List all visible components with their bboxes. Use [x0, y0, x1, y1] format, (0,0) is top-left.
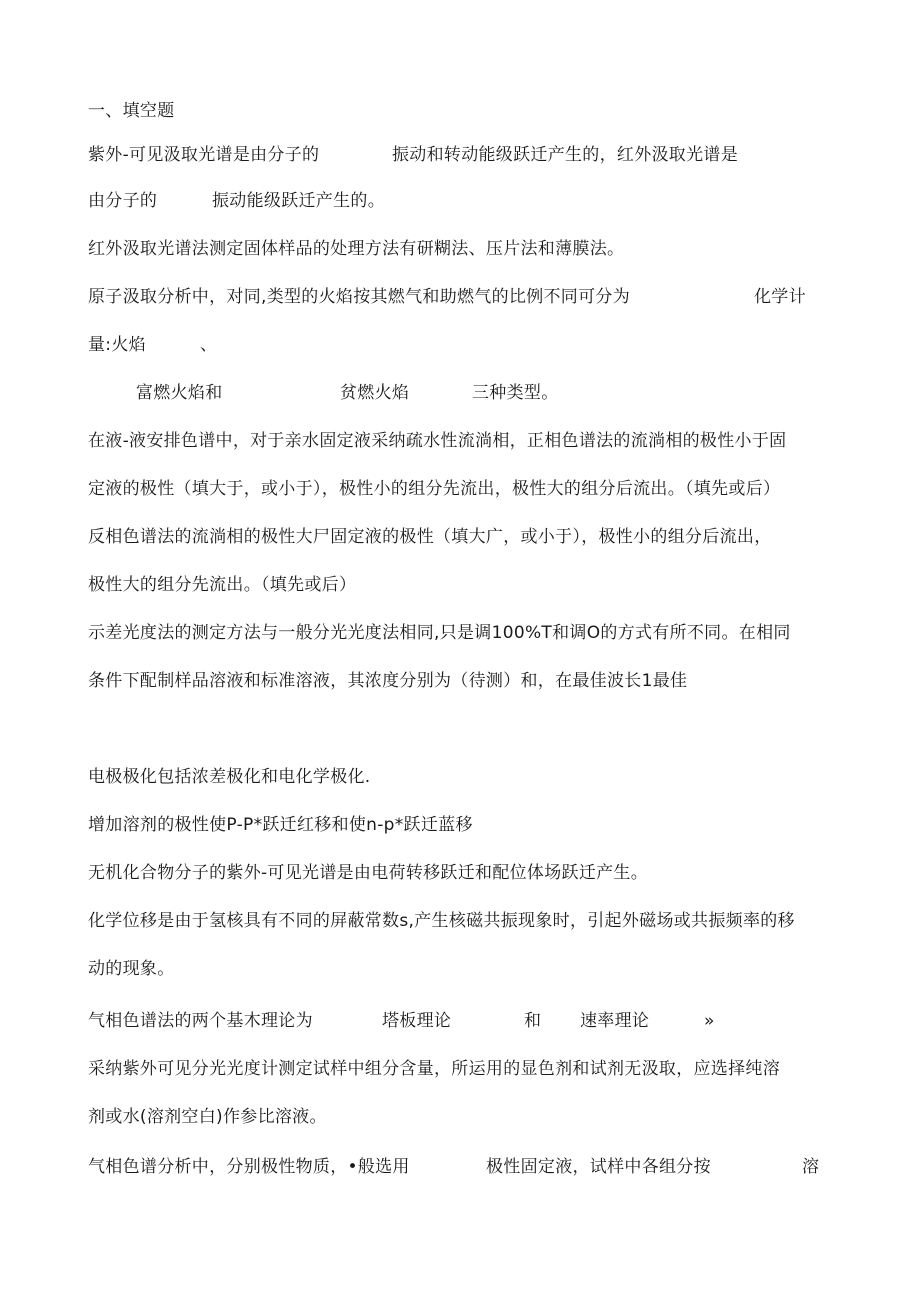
q4-line-2: 定液的极性（填大于，或小于），极性小的组分先流出，极性大的组分后流出。（填先或后） — [88, 479, 781, 499]
q12-text-c: 溶 — [802, 1157, 820, 1177]
section-title: 一、填空题 — [88, 101, 175, 121]
q1-text-c: 由分子的 — [88, 191, 158, 211]
q5-line-2: 条件下配制样品溶液和标准溶液，其浓度分别为（待测）和，在最佳波长1最佳 — [88, 671, 688, 691]
q10-text-d: 速率理论 — [580, 1011, 650, 1031]
q1-text-a: 紫外-可见汲取光谱是由分子的 — [88, 145, 320, 165]
q10-text-a: 气相色谱法的两个基木理论为 — [88, 1011, 313, 1031]
q11-line-2: 剂或水(溶剂空白)作参比溶液。 — [88, 1107, 327, 1127]
q5-line-1: 示差光度法的测定方法与一般分光光度法相同,只是调100%T和调O的方式有所不同。在相同 — [88, 623, 791, 643]
q12-text-a: 气相色谱分析中，分别极性物质，•般选用 — [88, 1157, 410, 1177]
q9-line-1: 化学位移是由于氢核具有不同的屏蔽常数s,产生核磁共振现象时，引起外磁场或共振频率的移 — [88, 911, 795, 931]
q9-line-2: 动的现象。 — [88, 959, 175, 979]
q3-text-b: 化学计 — [754, 287, 806, 307]
q12-text-b: 极性固定液，试样中各组分按 — [486, 1157, 711, 1177]
q3-text-c: 量:火焰 — [88, 335, 146, 355]
q1-text-d: 振动能级跃迁产生的。 — [212, 191, 385, 211]
q6-text: 电极极化包括浓差极化和电化学极化. — [88, 767, 371, 787]
q10-text-b: 塔板理论 — [382, 1011, 452, 1031]
q3-text-e: 富燃火焰和 — [136, 383, 223, 403]
q3-text-f: 贫燃火焰 — [340, 383, 410, 403]
q10-text-e: » — [704, 1011, 715, 1031]
q4-line-3: 反相色谱法的流淌相的极性大尸固定液的极性（填大广，或小于），极性小的组分后流出， — [88, 527, 772, 547]
q11-line-1: 采纳紫外可见分光光度计测定试样中组分含量，所运用的显色剂和试剂无汲取，应选择纯溶 — [88, 1059, 780, 1079]
q3-text-d: 、 — [200, 335, 218, 355]
q3-text-g: 三种类型。 — [472, 383, 559, 403]
q10-text-c: 和 — [524, 1011, 542, 1031]
q1-text-b: 振动和转动能级跃迁产生的，红外汲取光谱是 — [392, 145, 738, 165]
q2-text: 红外汲取光谱法测定固体样品的处理方法有研糊法、压片法和薄膜法。 — [88, 239, 625, 259]
q4-line-1: 在液-液安排色谱中，对于亲水固定液采纳疏水性流淌相，正相色谱法的流淌相的极性小于固 — [88, 431, 787, 451]
q7-text: 增加溶剂的极性使P-P*跃迁红移和使n-p*跃迁蓝移 — [88, 815, 473, 835]
q3-text-a: 原子汲取分析中，对同,类型的火焰按其燃气和助燃气的比例不同可分为 — [88, 287, 631, 307]
q4-line-4: 极性大的组分先流出。（填先或后） — [88, 575, 357, 595]
q8-text: 无机化合物分子的紫外-可见光谱是由电荷转移跃迁和配位体场跃迁产生。 — [88, 863, 649, 883]
